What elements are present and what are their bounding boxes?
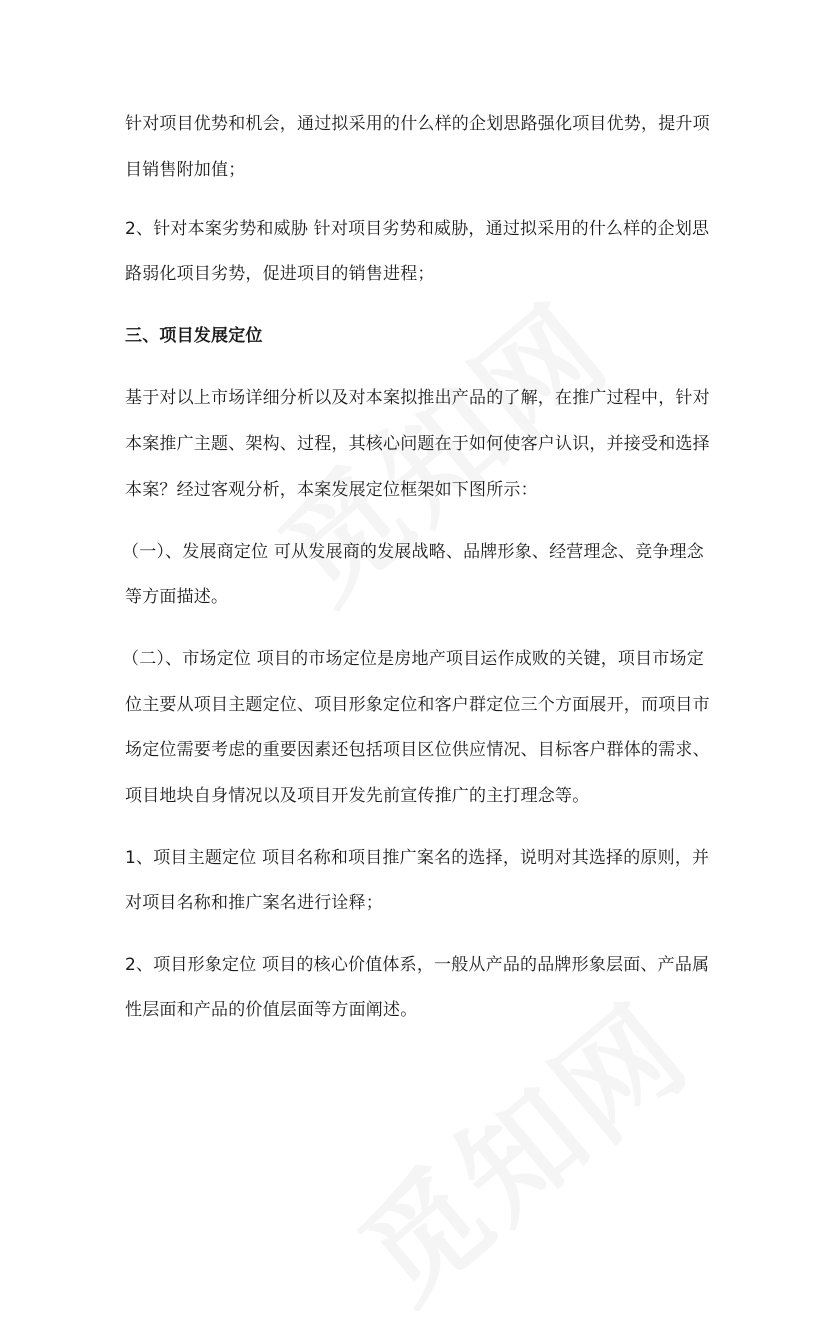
text-line: 目销售附加值； bbox=[125, 160, 246, 180]
text-line: 2、针对本案劣势和威胁 针对项目劣势和威胁，通过拟采用的什么样的企划思 bbox=[125, 219, 710, 239]
text-line: （二）、市场定位 项目的市场定位是房地产项目运作成败的关键，项目市场定 bbox=[122, 649, 704, 669]
section-heading-text: 三、项目发展定位 bbox=[125, 326, 263, 346]
text-line: 路弱化项目劣势，促进项目的销售进程； bbox=[125, 264, 435, 284]
text-line: 针对项目优势和机会，通过拟采用的什么样的企划思路强化项目优势，提升项 bbox=[125, 114, 710, 134]
text-line: 位主要从项目主题定位、项目形象定位和客户群定位三个方面展开，而项目市 bbox=[125, 695, 710, 715]
text-line: 对项目名称和推广案名进行诠释； bbox=[125, 893, 383, 913]
text-line: 项目地块自身情况以及项目开发先前宣传推广的主打理念等。 bbox=[125, 786, 590, 806]
text-line: 2、项目形象定位 项目的核心价值体系，一般从产品的品牌形象层面、产品属 bbox=[125, 955, 710, 975]
text-line: 性层面和产品的价值层面等方面阐述。 bbox=[125, 1000, 418, 1020]
text-line: 场定位需要考虑的重要因素还包括项目区位供应情况、目标客户群体的需求、 bbox=[125, 740, 710, 760]
text-line: 本案推广主题、架构、过程，其核心问题在于如何使客户认识，并接受和选择 bbox=[125, 434, 710, 454]
text-line: 等方面描述。 bbox=[125, 587, 229, 607]
text-line: 1、项目主题定位 项目名称和项目推广案名的选择，说明对其选择的原则，并 bbox=[125, 848, 710, 868]
text-line: （一）、发展商定位 可从发展商的发展战略、品牌形象、经营理念、竞争理念 bbox=[122, 542, 704, 562]
text-line: 基于对以上市场详细分析以及对本案拟推出产品的了解，在推广过程中，针对 bbox=[125, 388, 710, 408]
text-line: 本案？经过客观分析，本案发展定位框架如下图所示： bbox=[125, 480, 538, 500]
